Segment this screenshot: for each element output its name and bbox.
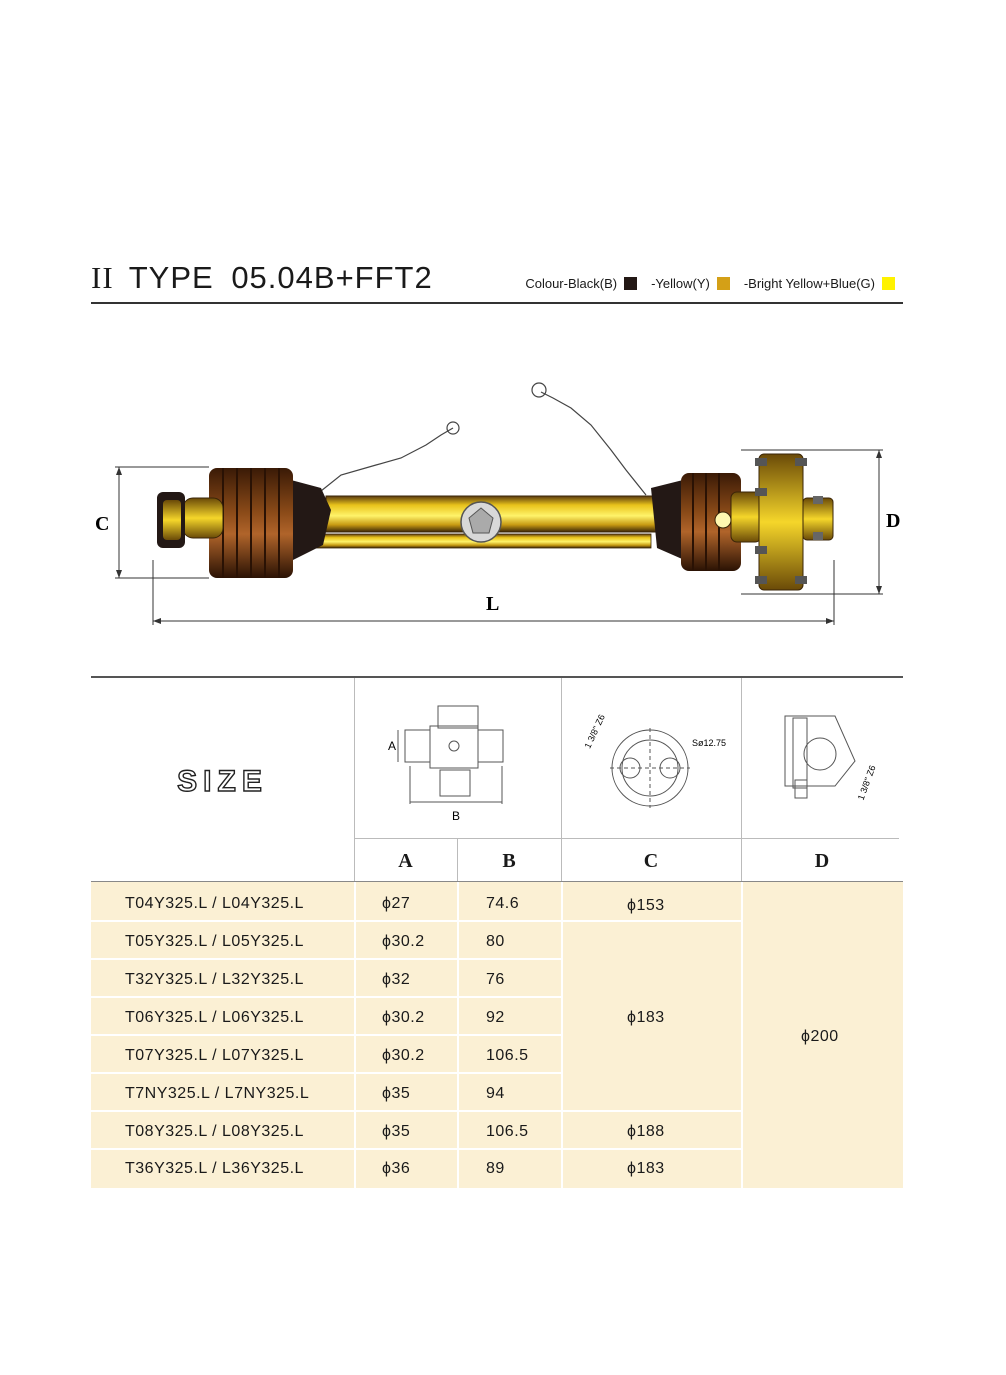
row-divider [91,996,561,998]
row-divider [91,920,741,922]
row-divider [91,958,561,960]
dim-l-label: L [486,593,500,615]
row-model: T7NY325.L / L7NY325.L [125,1085,310,1102]
row-a: ϕ27 [382,895,411,912]
col-divider [741,882,743,1188]
row-model: T05Y325.L / L05Y325.L [125,933,304,950]
clutch-section-diagram [580,700,730,810]
legend-bright-label: -Bright Yellow+Blue(G) [743,276,875,291]
c-value-row7: ϕ188 [627,1123,665,1140]
diagram-d-note: 1 3/8" Z6 [855,763,878,802]
row-divider [91,1110,741,1112]
title-code: 05.04B+FFT2 [231,260,433,295]
pto-shaft-drawing [91,370,903,640]
diagram-c-sphere: Sø12.75 [692,738,727,748]
row-model: T04Y325.L / L04Y325.L [125,895,304,912]
col-header-a: A [398,850,413,872]
row-b: 106.5 [486,1047,529,1064]
header-divider [91,302,903,304]
d-value: ϕ200 [801,1028,839,1045]
col-header-c: C [643,850,659,872]
legend-black-label: Colour-Black(B) [525,276,618,291]
size-heading: SIZE [177,765,268,798]
row-model: T06Y325.L / L06Y325.L [125,1009,304,1026]
title-roman: II [91,260,114,295]
legend-yellow-label: -Yellow(Y) [651,276,710,291]
row-model: T36Y325.L / L36Y325.L [125,1160,304,1177]
row-a: ϕ30.2 [382,1009,425,1026]
col-divider [354,882,356,1188]
col-divider [457,882,459,1188]
c-value-rows2-6: ϕ183 [627,1009,665,1026]
row-model: T07Y325.L / L07Y325.L [125,1047,304,1064]
row-a: ϕ35 [382,1085,411,1102]
col-header-d: D [814,850,830,872]
row-divider [91,1034,561,1036]
col-divider [561,882,563,1188]
colour-legend [525,276,895,291]
legend-black-swatch [624,277,637,290]
table-divider [91,676,903,678]
legend-yellow-swatch [717,277,730,290]
grid-line [354,838,899,839]
row-b: 94 [486,1085,505,1102]
row-a: ϕ32 [382,971,411,988]
diagram-a-label: A [388,739,397,753]
row-a: ϕ35 [382,1123,411,1140]
diagram-c-note: 1 3/8" Z6 [582,712,607,750]
spline-hub-diagram [765,706,895,806]
diagram-b-label: B [452,809,461,823]
cross-joint-diagram [380,696,540,826]
dim-d-label: D [886,510,901,532]
page-title [91,260,433,296]
c-value-row1: ϕ153 [627,897,665,914]
row-b: 80 [486,933,505,950]
row-a: ϕ36 [382,1160,411,1177]
title-type: TYPE [128,260,214,295]
row-b: 106.5 [486,1123,529,1140]
dim-c-label: C [95,513,110,535]
section-header [91,258,903,302]
row-a: ϕ30.2 [382,1047,425,1064]
col-header-b: B [502,850,516,872]
c-value-row8: ϕ183 [627,1160,665,1177]
row-a: ϕ30.2 [382,933,425,950]
row-divider [91,1148,741,1150]
row-model: T08Y325.L / L08Y325.L [125,1123,304,1140]
row-model: T32Y325.L / L32Y325.L [125,971,304,988]
row-b: 89 [486,1160,505,1177]
row-divider [91,1072,561,1074]
row-b: 92 [486,1009,505,1026]
row-b: 76 [486,971,505,988]
row-b: 74.6 [486,895,520,912]
legend-bright-swatch [882,277,895,290]
